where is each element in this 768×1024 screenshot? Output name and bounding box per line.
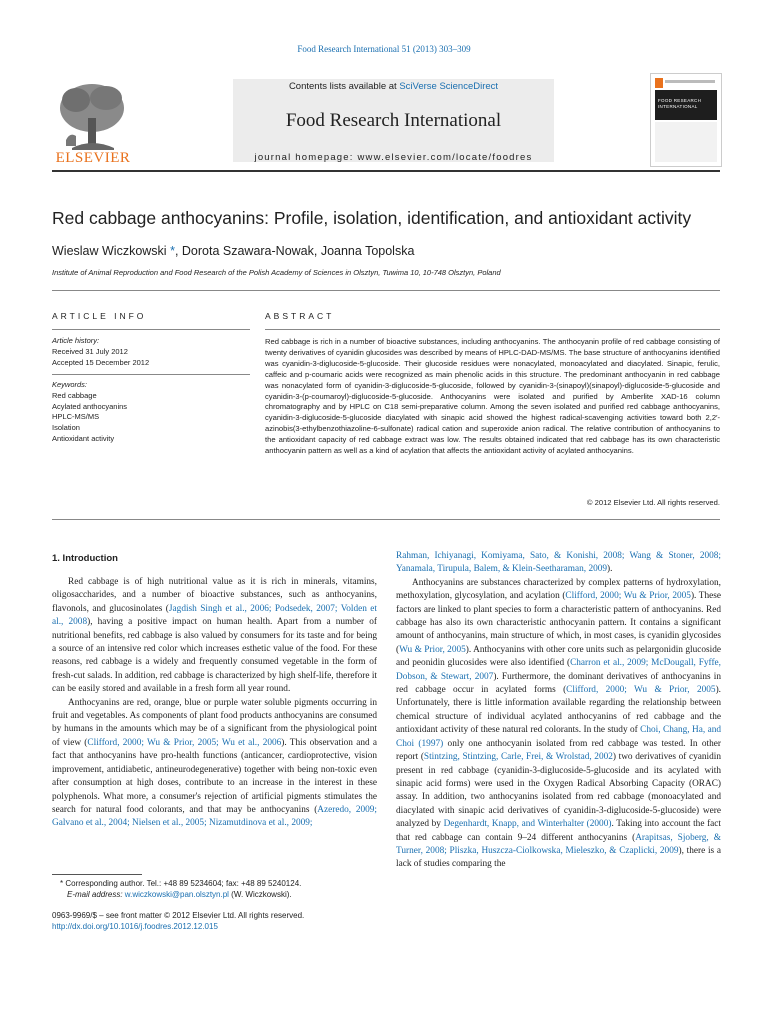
paragraph-text: ). These factors are linked to plant species to form a characteristic pattern of anthocyanins. Red cabbage has also its own characteristic anthocyanin pattern. It contains a significant amount of anthocyanins, main structure of which, in most cases, is cyanidin glycosides ( — [396, 591, 721, 655]
paragraph — [52, 576, 377, 697]
paragraph-text: Anthocyanins are red, orange, blue or purple water soluble pigments occurring in fruit and vegetables. As components of plant food products anthocyanins are consumed by humans in the amounts which may be of a significant from the physiological point of view ( — [52, 697, 377, 748]
abstract-heading: ABSTRACT — [265, 311, 335, 321]
citation-link[interactable]: Arapitsas, Sjoberg, & Turner, 2008; Pliszka, Huszcza-Ciolkowska, Mieleszko, & Czaplicki, 2009 — [396, 832, 721, 856]
title-rule — [52, 290, 720, 291]
email-label: E-mail address: — [67, 890, 125, 899]
footnote-rule — [52, 874, 142, 875]
citation-link[interactable]: Choi, Chang, Ha, and Choi (1997) — [396, 725, 721, 749]
homepage-link[interactable]: www.elsevier.com/locate/foodres — [357, 152, 533, 163]
journal-reference[interactable]: Food Research International 51 (2013) 303–309 — [297, 44, 471, 54]
cover-bar-icon — [665, 80, 715, 83]
article-history — [52, 336, 250, 368]
publisher-wordmark: ELSEVIER — [55, 150, 131, 166]
citation-link[interactable]: Clifford, 2000; Wu & Prior, 2005 — [565, 591, 691, 602]
article-info-rule — [52, 329, 250, 330]
citation-link[interactable]: Charron et al., 2009; McDougall, Fyffe, Dobson, & Stewart, 2007 — [396, 658, 721, 682]
paragraph-text: ). This observation and a fact that anthocyanins have pro-health functions (anticancer, cardioprotective, vision improvement, antidiabetic, antineurodegenerative) together with being non-toxic even after consumption at high doses, contribute to an increase in the interest in these polyphenols. What more, a consumer's rejection of artificial pigments stimulates the search for natural food colorants, and that may be anthocyanins ( — [52, 737, 377, 815]
author-list — [52, 244, 732, 258]
cover-title: FOOD RESEARCH INTERNATIONAL — [658, 98, 702, 109]
paragraph-text: Anthocyanins are substances characterized by complex patterns of hydroxylation, methoxylation, glycosylation, and acylation ( — [396, 577, 721, 602]
footnote-corresponding — [52, 878, 390, 900]
front-matter — [52, 910, 382, 932]
homepage-prefix: journal homepage: — [254, 152, 358, 163]
citation-link[interactable]: Degenhardt, Knapp, and Winterhalter (2000) — [443, 819, 612, 830]
journal-homepage — [233, 152, 554, 163]
abstract-copyright: © 2012 Elsevier Ltd. All rights reserved. — [586, 498, 720, 507]
issn-line: 0963-9969/$ – see front matter © 2012 Elsevier Ltd. All rights reserved. — [52, 911, 305, 920]
accepted-date: Accepted 15 December 2012 — [52, 357, 150, 367]
contents-prefix: Contents lists available at — [288, 81, 400, 92]
other-authors: , Dorota Szawara-Nowak, Joanna Topolska — [174, 244, 415, 258]
history-label: Article history: — [52, 336, 100, 345]
journal-cover-thumbnail — [650, 73, 722, 167]
affiliation: Institute of Animal Reproduction and Food Research of the Polish Academy of Sciences in Olsztyn, Tuwima 10, 10-748 Olsztyn, Poland — [52, 268, 501, 277]
article-info-heading: ARTICLE INFO — [52, 311, 147, 321]
author-1: Wieslaw Wiczkowski — [52, 244, 167, 258]
paragraph-text: ). Anthocyanins with other core units such as pelargonidin glucoside and peonidin glucosides were also identified ( — [396, 644, 721, 669]
keyword: Red cabbage — [52, 390, 97, 400]
article-title: Red cabbage anthocyanins: Profile, isolation, identification, and antioxidant activity — [52, 208, 692, 228]
body-left-column — [52, 576, 377, 831]
paragraph-text: ), having a positive impact on human health. Apart from a number of nutritional benefits, red cabbage is also valued by consumers for its taste and for being a source of an intensive red color which increases esthetic value of the food. For these reasons, red cabbage is a widely and frequently consumed vegetable in the form of fresh-cut salads. In addition, red cabbage is characterized by high shelf-life, therefore it can be easily stored and available in a fresh form all year round. — [52, 617, 377, 695]
cover-title-band — [655, 90, 717, 120]
abstract-text: Red cabbage is rich in a number of bioactive substances, including anthocyanins. The anthocyanin profile of red cabbage consisting of twenty derivatives of cyanidin glucosides was described by means of HPLC-DAD-MS/MS. The base structure of anthocyanins identified was cyanidin-3-diglucoside-5-glucoside. Their glucoside residues were nonacylated, monoacylated and diacylated. Sinapic, ferulic, caffeic and p-coumaric acids were recognized as main phenolic acids in this structure. The predominant anthocyanin in red cabbage was nonacylated form of cyanidin-3-diglucoside-5-glucoside, followed by cyanidin-3-(sinapoyl)(sinapoyl)-diglucoside-5-glucoside and cyanidin-3-(p-coumaroyl)-diglucoside-5-glucoside. Anthocyanins were isolated and purified by Amberlite XAD-16 column chromatography and by HPLC on C18 semi-preparative column. Among the seven isolated and purified red cabbage anthocyanins, cyanidin-3-diglucoside-5-glucoside diacylated with sinapic acid showed the highest radical-scavenging activities toward both 2,2′-azinobis(3-ethylbenzothiazoline-6-sulfonate) radical cation and superoxide anion radical. The relative contribution of anthocyanins to the antioxidant capacity of red cabbage extract was low. The results obtained indicated that red cabbage has its own characteristic anthocyanin pattern as well as a kind of acylation that affects the antioxidant activity of acylated anthocyanins. — [265, 337, 720, 456]
paragraph-text: ). — [607, 564, 613, 575]
corresponding-author-link[interactable]: * — [166, 244, 175, 258]
keywords-rule — [52, 374, 250, 375]
keyword: Antioxidant activity — [52, 433, 115, 443]
keyword: Acylated anthocyanins — [52, 401, 128, 411]
citation-link[interactable]: Jagdish Singh et al., 2006; Podsedek, 2007; Volden et al., 2008 — [52, 603, 378, 628]
corresponding-author-note: * Corresponding author. Tel.: +48 89 5234604; fax: +48 89 5240124. — [60, 879, 302, 888]
abstract-rule-bottom — [52, 519, 720, 520]
doi-link[interactable]: http://dx.doi.org/10.1016/j.foodres.2012.12.015 — [52, 922, 218, 931]
body-right-column — [396, 550, 721, 872]
paragraph-text: ) two derivatives of cyanidin present in red cabbage (cyanidin-3-diglucoside-5-glucoside and its acylated with sinapic acid forms) were used in the Oxygen Radical Absorbing Capacity (ORAC) assay. In addition, two anthocyanins isolated from red cabbage (monoacylated and diacylated with sinapic acid derivatives of cyanidin-3-diglucoside-5-glucoside) were analyzed by — [396, 752, 721, 830]
paragraph — [396, 577, 721, 872]
paragraph — [52, 697, 377, 831]
keywords — [52, 380, 250, 445]
header-rule — [52, 170, 720, 172]
paragraph — [396, 550, 721, 577]
contents-line — [233, 81, 554, 92]
journal-name: Food Research International — [285, 110, 502, 131]
paragraph-text: ), there is a lack of studies comparing the — [396, 845, 721, 870]
email-line — [60, 889, 390, 900]
paragraph-text: ). Unfortunately, there is little information available regarding the relationship between chemical structure of individual acylated anthocyanins of red cabbage and the antioxidant activity of these natural red colorants. In the study of — [396, 685, 721, 736]
abstract-rule — [265, 329, 720, 330]
citation-link[interactable]: Rahman, Ichiyanagi, Komiyama, Sato, & Konishi, 2008; Wang & Stoner, 2008; Yanamala, Tirupula, Balem, & Klein-Seetharaman, 2009 — [396, 551, 721, 575]
section-heading-introduction: 1. Introduction — [52, 553, 118, 564]
keywords-label: Keywords: — [52, 380, 88, 389]
keyword: HPLC-MS/MS — [52, 412, 100, 422]
email-suffix: (W. Wiczkowski). — [228, 890, 292, 899]
cover-logo-icon — [655, 78, 663, 88]
paragraph-text: ). Furthermore, the dominant derivatives of anthocyanins in red cabbage occur in acylated forms ( — [396, 671, 721, 696]
keyword: Isolation — [52, 423, 80, 433]
citation-link[interactable]: Stintzing, Stintzing, Carle, Frei, & Wrolstad, 2002 — [423, 752, 613, 763]
paragraph-text: Red cabbage is of high nutritional value as it is rich in minerals, vitamins, oligosaccharides, and a number of bioactive substances, such as anthocyanins, flavonols, and glucosinolates ( — [52, 577, 377, 614]
citation-link[interactable]: Clifford, 2000; Wu & Prior, 2005 — [566, 685, 716, 696]
received-date: Received 31 July 2012 — [52, 346, 128, 356]
citation-link[interactable]: Clifford, 2000; Wu & Prior, 2005; Wu et al., 2006 — [87, 737, 282, 748]
email-link[interactable]: w.wiczkowski@pan.olsztyn.pl — [124, 890, 229, 899]
citation-link[interactable]: Wu & Prior, 2005 — [399, 644, 466, 655]
sciencedirect-link[interactable]: SciVerse ScienceDirect — [399, 81, 499, 92]
paragraph-text: . Taking into account the fact that red cabbage can contain 9–24 different anthocyanins ( — [396, 819, 722, 843]
citation-link[interactable]: Azeredo, 2009; Galvano et al., 2004; Nielsen et al., 2005; Nizamutdinova et al., 2009; — [52, 804, 378, 829]
paragraph-text: only one anthocyanin isolated from red cabbage was tested. In other report ( — [396, 738, 721, 763]
cover-lower-panel — [655, 122, 717, 162]
